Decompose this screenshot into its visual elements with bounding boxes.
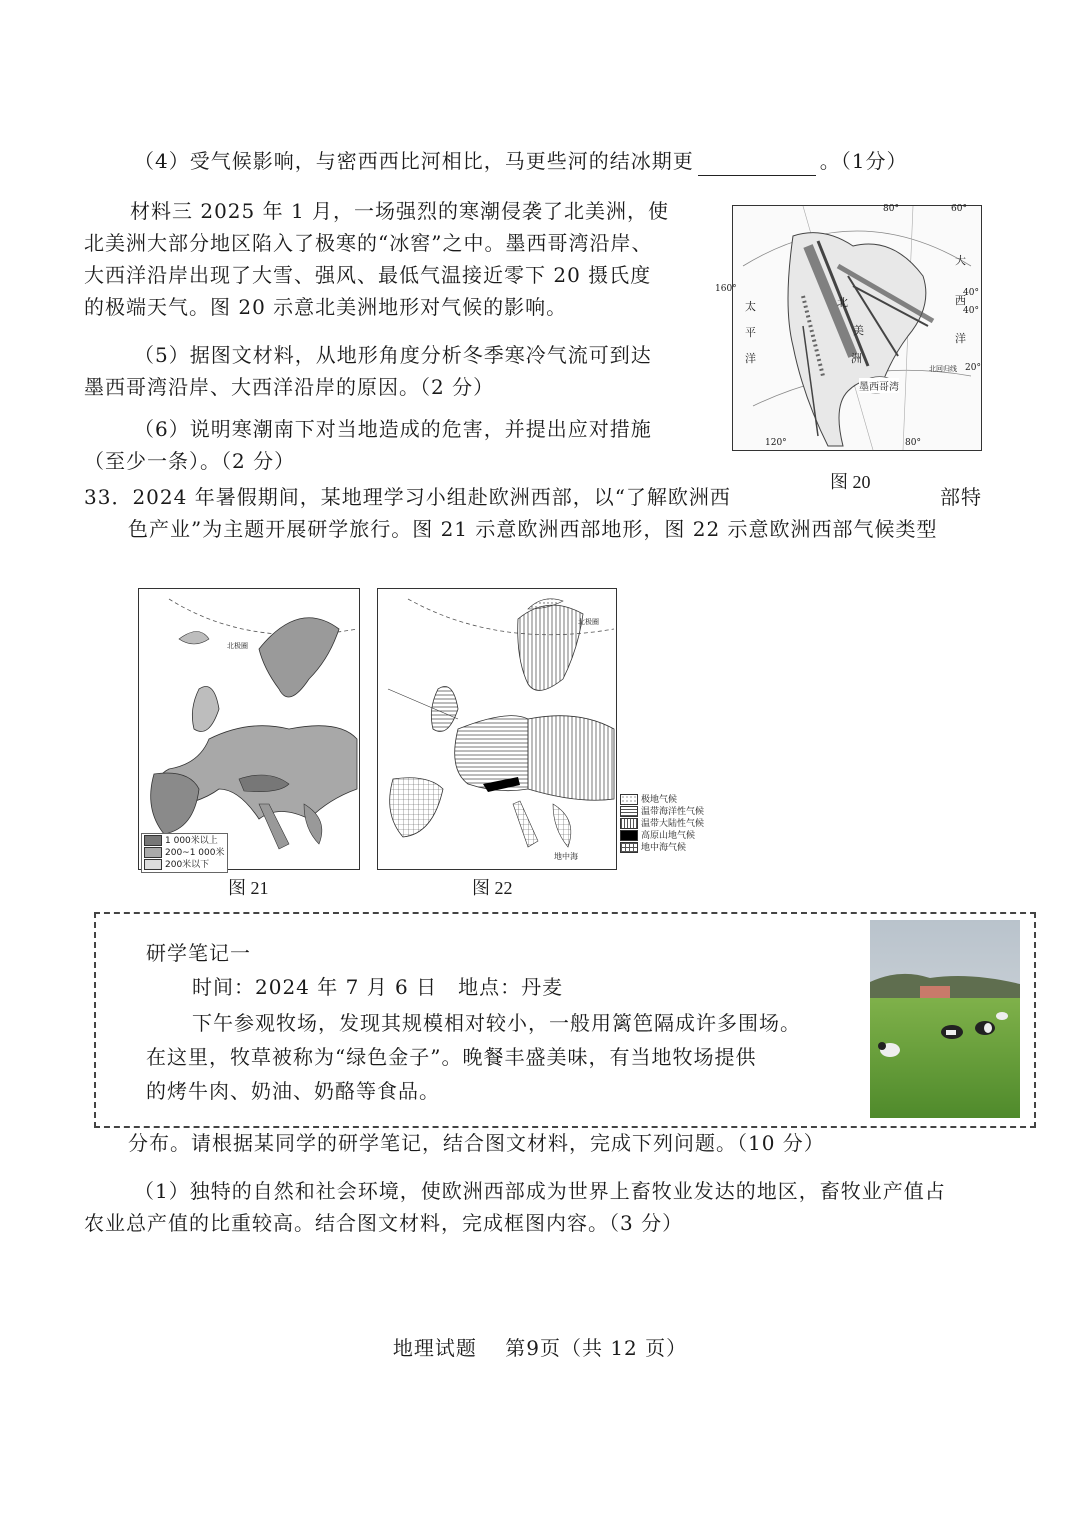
fig22-legend-item: 极地气候 — [620, 794, 704, 806]
pasture-photo — [870, 920, 1020, 1118]
figure-20-map — [715, 204, 982, 451]
fig22-legend-item: 温带大陆性气候 — [620, 818, 704, 830]
q5-line-1: （5）据图文材料，从地形角度分析冬季寒冷气流可到达 — [134, 343, 652, 367]
fig20-pacific-3: 洋 — [745, 352, 756, 365]
legend-swatch — [144, 847, 162, 858]
europe-climate-graphic — [378, 589, 616, 869]
q1-line-1: （1）独特的自然和社会环境，使欧洲西部成为世界上畜牧业发达的地区，畜牧业产值占 — [134, 1179, 946, 1203]
fig20-pacific-2: 平 — [745, 326, 756, 339]
legend-swatch — [144, 835, 162, 846]
fig20-lon80-bottom: 80° — [905, 438, 921, 448]
fig22-legend — [620, 794, 704, 854]
fig20-atlantic-2: 西 — [955, 294, 966, 307]
q4-answer-blank[interactable] — [698, 153, 816, 176]
q4-score: 。（1分） — [819, 149, 908, 173]
q33-line-1-tail: 部特 — [940, 485, 982, 509]
fig20-lat40b: 40° — [963, 306, 979, 316]
fig22-sea-label: 地中海 — [554, 852, 578, 861]
fig20-gulf-label: 墨西哥湾 — [859, 378, 899, 393]
fig21-legend-item: 1 000米以上 — [144, 835, 225, 847]
notes-line-3: 的烤牛肉、奶油、奶酪等食品。 — [146, 1079, 440, 1103]
fig20-tropic-label: 北回归线 — [929, 365, 957, 373]
notes-title: 研学笔记一 — [146, 941, 251, 965]
material3-line-1: 材料三 2025 年 1 月，一场强烈的寒潮侵袭了北美洲，使 — [130, 199, 670, 223]
fig20-pacific-1: 太 — [745, 300, 756, 313]
legend-swatch — [620, 794, 638, 805]
figure-22-map — [377, 588, 617, 870]
fig21-legend-item: 200米以下 — [144, 859, 225, 871]
q1-line-2: 农业总产值的比重较高。结合图文材料，完成框图内容。（3 分） — [84, 1211, 684, 1235]
fig20-lat20: 20° — [965, 363, 981, 373]
fig20-lon60: 60° — [951, 204, 967, 214]
fig20-lon120: 120° — [765, 438, 787, 448]
fig20-lon80-top: 80° — [883, 204, 899, 214]
q5-line-2: 墨西哥湾沿岸、大西洋沿岸的原因。（2 分） — [84, 375, 495, 399]
q33-line-2: 色产业”为主题开展研学旅行。图 21 示意欧洲西部地形，图 22 示意欧洲西部气候类型 — [128, 517, 938, 541]
pasture-photo-graphic — [870, 920, 1020, 1118]
fig20-lon160: 160° — [715, 284, 737, 294]
q33-line-1: 33．2024 年暑假期间，某地理学习小组赴欧洲西部，以“了解欧洲西 — [84, 485, 731, 509]
fig22-legend-item: 高原山地气候 — [620, 830, 704, 842]
fig21-legend — [141, 833, 228, 873]
fig21-arctic-label: 北极圈 — [227, 642, 248, 650]
material3-line-4: 的极端天气。图 20 示意北美洲地形对气候的影响。 — [84, 295, 568, 319]
fig22-legend-item: 地中海气候 — [620, 842, 704, 854]
material3-line-2: 北美洲大部分地区陷入了极寒的“冰窖”之中。墨西哥湾沿岸、 — [84, 231, 653, 255]
fig20-na-1: 北 — [837, 296, 848, 309]
fig20-na-2: 美 — [853, 324, 864, 337]
q4-text — [134, 146, 907, 176]
page-footer: 地理试题 第9页（共 12 页） — [392, 1336, 688, 1360]
fig20-lat40a: 40° — [963, 288, 979, 298]
q6-line-2: （至少一条）。（2 分） — [84, 449, 296, 473]
fig20-atlantic-3: 洋 — [955, 332, 966, 345]
fig20-na-3: 洲 — [851, 352, 862, 365]
legend-swatch — [620, 830, 638, 841]
fig20-atlantic-1: 大 — [955, 254, 966, 267]
figure-20-caption: 图 20 — [830, 472, 871, 492]
notes-line-1: 下午参观牧场，发现其规模相对较小，一般用篱笆隔成许多围场。 — [192, 1011, 801, 1035]
instruction-text: 分布。请根据某同学的研学笔记，结合图文材料，完成下列问题。（10 分） — [128, 1131, 825, 1155]
q4-stem: （4）受气候影响，与密西西比河相比，马更些河的结冰期更 — [134, 149, 694, 173]
material3-line-3: 大西洋沿岸出现了大雪、强风、最低气温接近零下 20 摄氏度 — [84, 263, 652, 287]
legend-swatch — [620, 842, 638, 853]
figure-21-caption: 图 21 — [228, 878, 269, 898]
notes-line-2: 在这里，牧草被称为“绿色金子”。晚餐丰盛美味，有当地牧场提供 — [146, 1045, 757, 1069]
figure-21-map — [138, 588, 360, 870]
fig21-legend-item: 200~1 000米 — [144, 847, 225, 859]
legend-swatch — [620, 806, 638, 817]
europe-terrain-graphic — [139, 589, 359, 869]
fig22-legend-item: 温带海洋性气候 — [620, 806, 704, 818]
fig22-arctic-label: 北极圈 — [578, 618, 599, 626]
q6-line-1: （6）说明寒潮南下对当地造成的危害，并提出应对措施 — [134, 417, 652, 441]
notes-meta: 时间：2024 年 7 月 6 日 地点：丹麦 — [192, 975, 564, 999]
legend-swatch — [144, 859, 162, 870]
figure-22-caption: 图 22 — [472, 878, 513, 898]
legend-swatch — [620, 818, 638, 829]
